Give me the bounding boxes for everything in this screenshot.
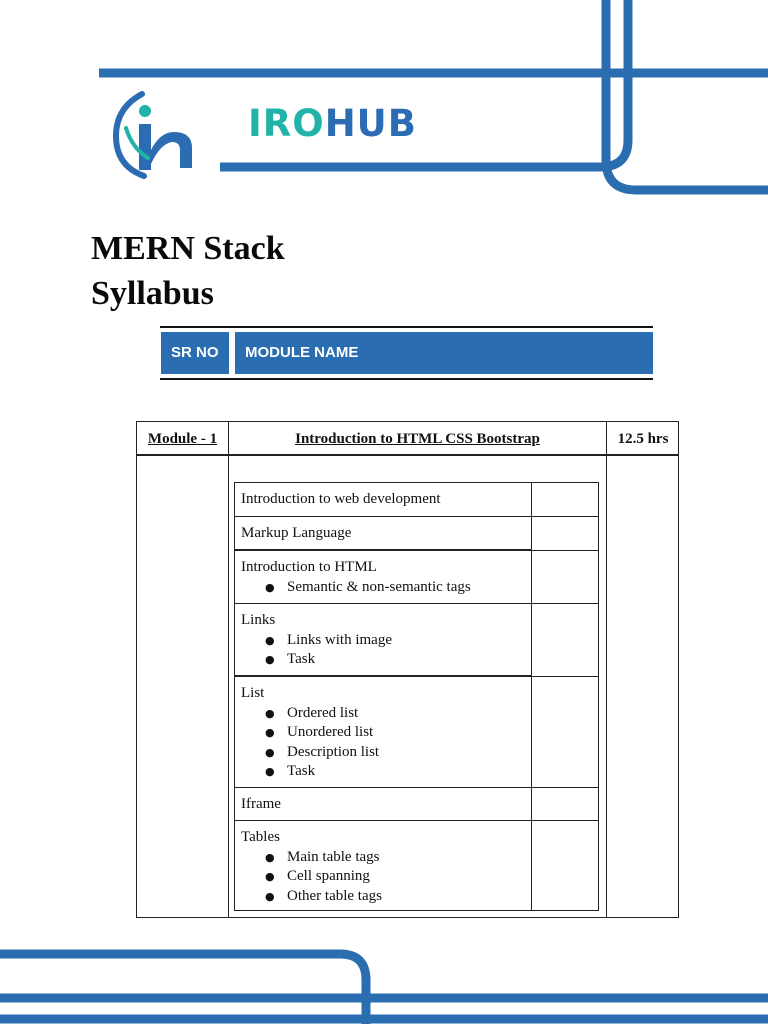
list-item: ● Semantic & non-semantic tags [287, 578, 531, 598]
topic-row [235, 821, 531, 911]
topic-row [235, 677, 531, 788]
header-module-name: MODULE NAME [235, 332, 653, 374]
header-bottom-rule [160, 378, 653, 380]
topic-list [241, 578, 531, 598]
module-col-divider-1 [228, 422, 229, 917]
topic-title: Links [241, 612, 276, 628]
topic-title: Tables [241, 829, 280, 845]
brand-name-hub: HUB [324, 102, 417, 145]
irohub-logo-icon [112, 88, 202, 180]
module-name: Introduction to HTML CSS Bootstrap [295, 431, 540, 447]
topic-title: Markup Language [241, 525, 352, 541]
list-item: ● Task [287, 650, 531, 670]
header-sr-no: SR NO [161, 332, 229, 374]
topic-row [235, 517, 531, 551]
module-duration: 12.5 hrs [617, 431, 669, 447]
topic-title: Introduction to HTML [241, 559, 377, 575]
list-item: ● Links with image [287, 631, 531, 651]
topic-list [241, 631, 531, 670]
topic-row-divider [531, 550, 599, 551]
list-item: ● Main table tags [287, 848, 531, 868]
brand-wordmark [248, 100, 417, 148]
topic-row-divider [531, 603, 599, 604]
module-col-divider-2 [606, 422, 607, 917]
topic-title: List [241, 685, 265, 701]
topic-row [235, 551, 531, 604]
list-item: ● Ordered list [287, 704, 531, 724]
module-number: Module - 1 [147, 431, 218, 447]
topics-col-divider [531, 483, 532, 910]
topic-row [235, 483, 531, 517]
brand-name-iro: IRO [248, 102, 325, 145]
topic-list [241, 848, 531, 907]
title-line-1: MERN Stack [91, 230, 285, 267]
list-item: ● Unordered list [287, 723, 531, 743]
topic-row [235, 788, 531, 821]
topic-row-divider [531, 820, 599, 821]
topic-row-divider [531, 516, 599, 517]
topic-title: Iframe [241, 796, 281, 812]
syllabus-header-bar [160, 326, 653, 381]
list-item: ● Description list [287, 743, 531, 763]
topic-title: Introduction to web development [241, 491, 441, 507]
topic-list [241, 704, 531, 782]
list-item: ● Other table tags [287, 887, 531, 907]
list-item: ● Cell spanning [287, 867, 531, 887]
list-item: ● Task [287, 762, 531, 782]
topic-row [235, 604, 531, 677]
topics-table [234, 482, 599, 911]
page-title [91, 226, 285, 316]
module-header-divider [137, 454, 678, 456]
topic-row-divider [531, 787, 599, 788]
header-top-rule [160, 326, 653, 328]
title-line-2: Syllabus [91, 275, 214, 312]
topic-row-divider [531, 676, 599, 677]
